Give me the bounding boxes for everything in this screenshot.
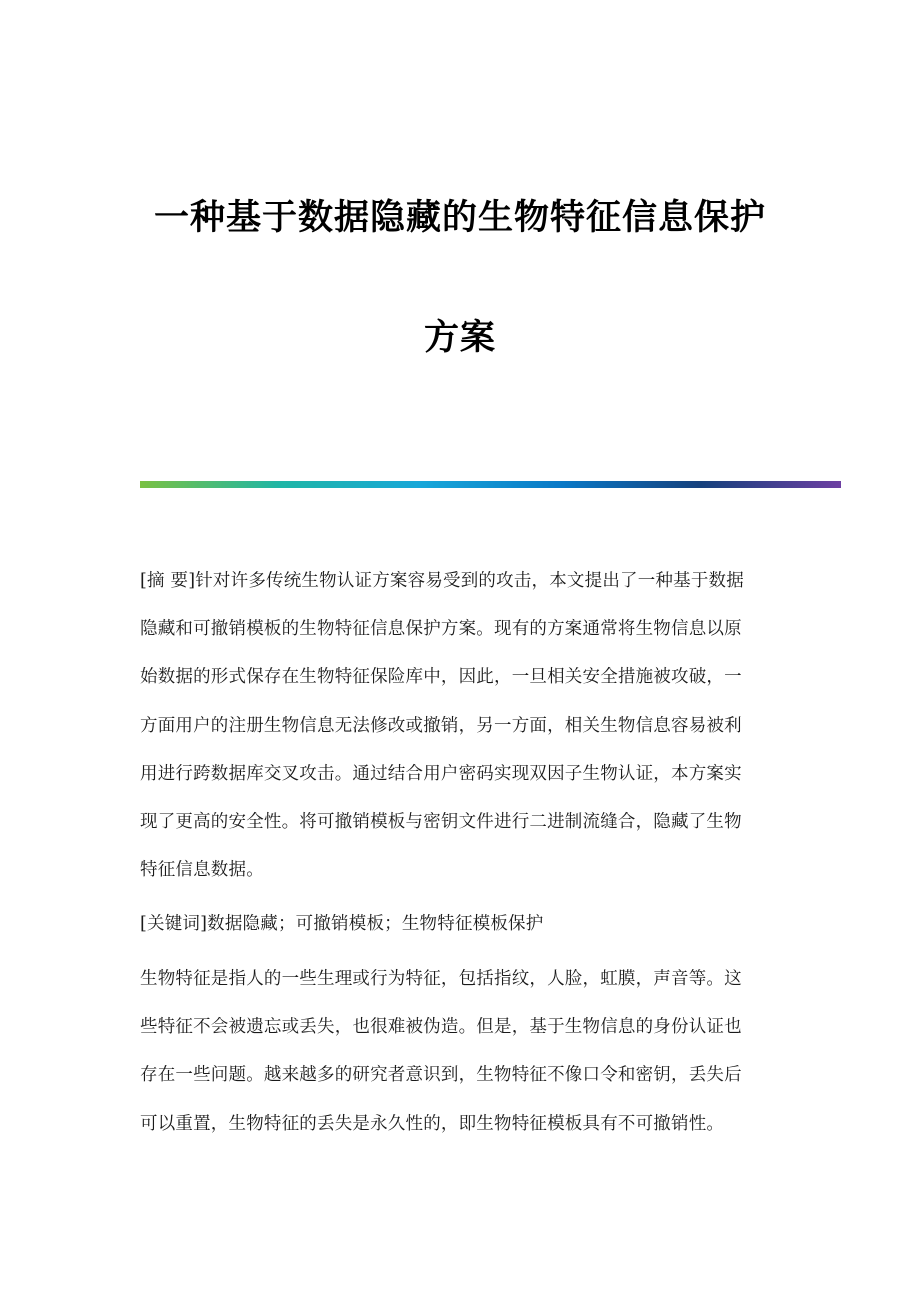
document-title-line-2: 方案 — [423, 317, 496, 358]
abstract-line: [摘 要]针对许多传统生物认证方案容易受到的攻击，本文提出了一种基于数据 — [140, 571, 744, 591]
body-line: 存在一些问题。越来越多的研究者意识到，生物特征不像口令和密钥，丢失后 — [140, 1065, 742, 1086]
abstract-paragraph — [140, 557, 780, 894]
abstract-line: 始数据的形式保存在生物特征保险库中，因此，一旦相关安全措施被攻破，一 — [140, 667, 742, 688]
body-line: 可以重置，生物特征的丢失是永久性的，即生物特征模板具有不可撤销性。 — [140, 1113, 725, 1134]
body-line: 生物特征是指人的一些生理或行为特征，包括指纹，人脸，虹膜，声音等。这 — [140, 969, 742, 989]
keywords-paragraph — [140, 900, 780, 948]
keywords-line: [关键词]数据隐藏；可撤销模板；生物特征模板保护 — [140, 914, 544, 934]
body-paragraph — [140, 955, 780, 1148]
abstract-line: 方面用户的注册生物信息无法修改或撤销，另一方面，相关生物信息容易被利 — [140, 715, 742, 736]
abstract-line: 隐藏和可撤销模板的生物特征信息保护方案。现有的方案通常将生物信息以原 — [140, 619, 742, 640]
body-line: 些特征不会被遗忘或丢失，也很难被伪造。但是，基于生物信息的身份认证也 — [140, 1017, 742, 1038]
abstract-line: 用进行跨数据库交叉攻击。通过结合用户密码实现双因子生物认证，本方案实 — [140, 763, 742, 784]
document-title-line-1: 一种基于数据隐藏的生物特征信息保护 — [153, 197, 766, 238]
gradient-divider — [140, 481, 841, 488]
abstract-line: 现了更高的安全性。将可撤销模板与密钥文件进行二进制流缝合，隐藏了生物 — [140, 812, 742, 833]
abstract-line: 特征信息数据。 — [140, 860, 264, 881]
